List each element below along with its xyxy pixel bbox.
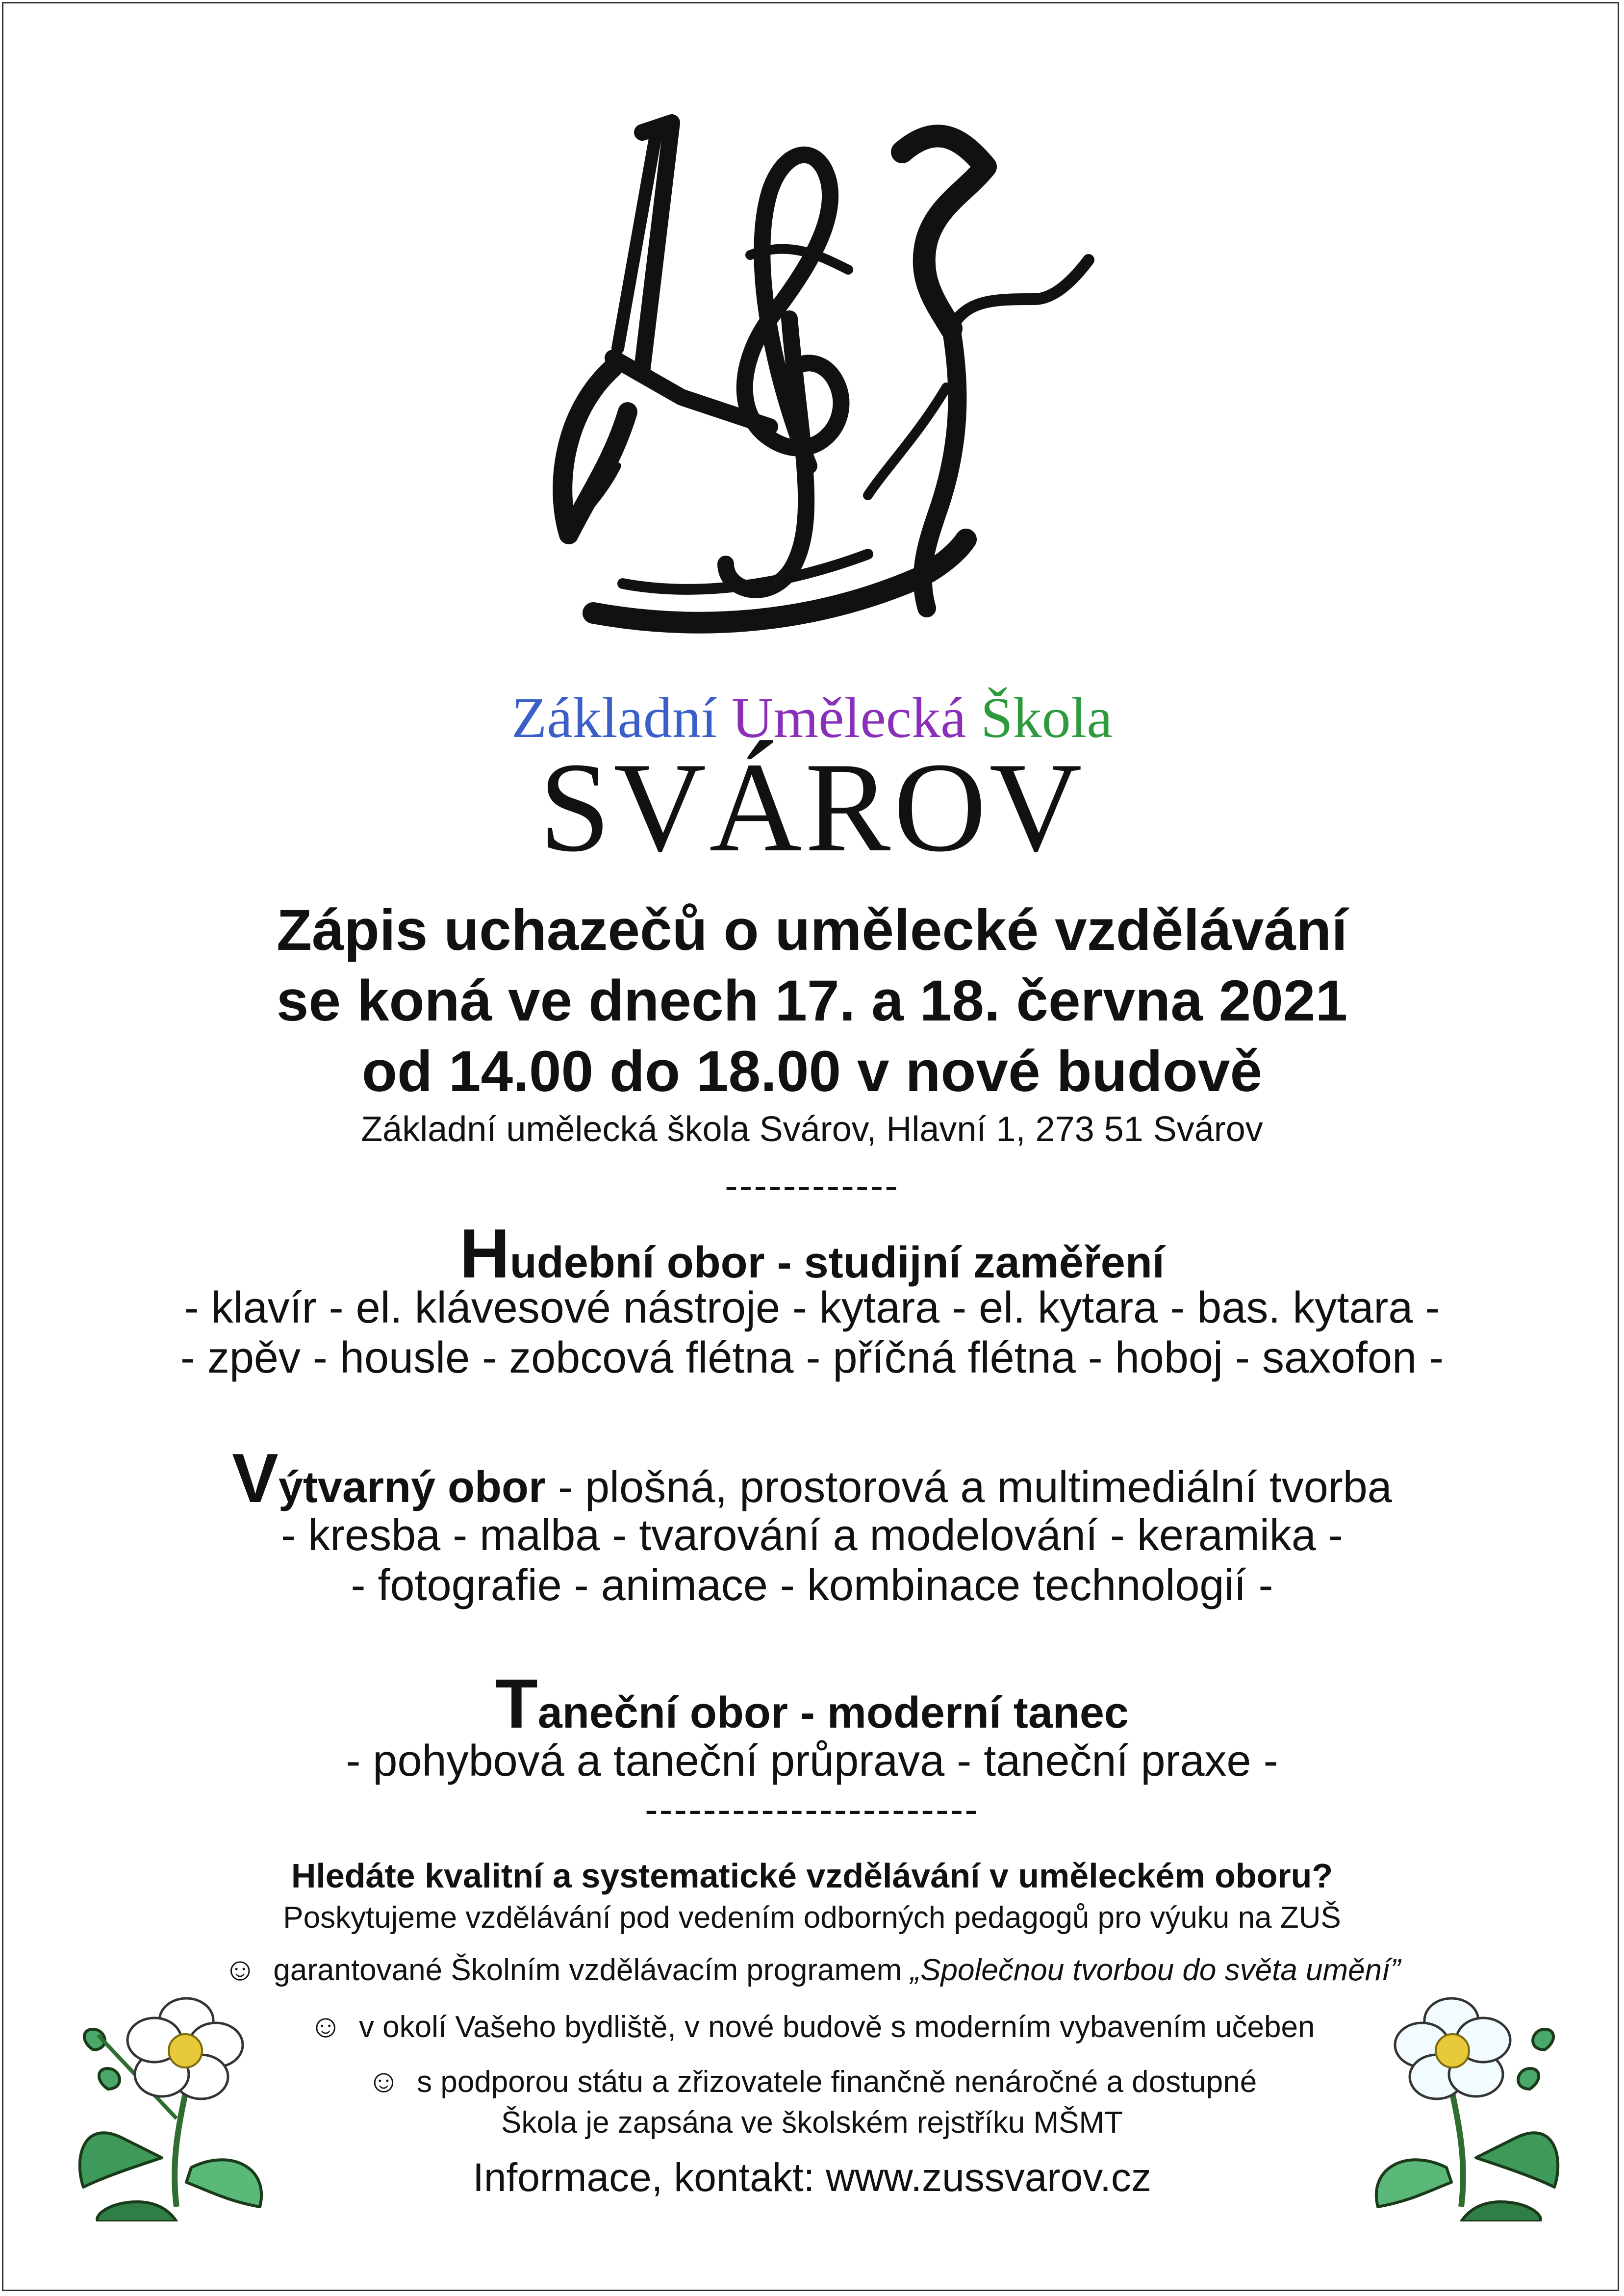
contact-info: Informace, kontakt: www.zussvarov.cz (473, 2155, 1151, 2200)
art-list-line-1: - kresba - malba - tvarování a modelování - keramika - (281, 1511, 1343, 1560)
music-list-line-2: - zpěv - housle - zobcová flétna - příčná flétna - hoboj - saxofon - (180, 1333, 1444, 1382)
art-list-line-2: - fotografie - animace - kombinace technologií - (351, 1561, 1273, 1610)
strawberry-flower-icon (1358, 1991, 1574, 2221)
music-initial: H (459, 1215, 510, 1293)
smiley-icon: ☺ (367, 2063, 401, 2099)
music-list-line-1: - klavír - el. klávesové nástroje - kytara - el. kytara - bas. kytara - (184, 1283, 1440, 1332)
art-initial: V (232, 1439, 279, 1517)
bullet-text: garantované Školním vzdělávacím programem (273, 1953, 911, 1987)
offer-text: Poskytujeme vzdělávání pod vedením odborných pedagogů pro výuku na ZUŠ (283, 1901, 1341, 1935)
question: Hledáte kvalitní a systematické vzdělávání v uměleckém oboru? (291, 1857, 1333, 1895)
registry-text: Škola je zapsána ve školském rejstříku MŠMT (501, 2106, 1123, 2140)
music-section-title (0, 1215, 1624, 1293)
dance-section-title (0, 1665, 1624, 1743)
dance-initial: T (495, 1665, 538, 1743)
school-name-word: Umělecká (732, 686, 966, 750)
music-title: udební obor - studijní zaměření (509, 1238, 1165, 1287)
dance-title: aneční obor - moderní tanec (537, 1688, 1129, 1737)
smiley-icon: ☺ (223, 1951, 257, 1987)
art-section-title (0, 1439, 1624, 1517)
smiley-icon: ☺ (309, 2008, 342, 2044)
divider-long: ----------------------- (645, 1787, 979, 1831)
program-name: „Společnou tvorbou do světa umění” (910, 1953, 1401, 1987)
dance-list-line-1: - pohybová a taneční průprava - taneční praxe - (346, 1736, 1278, 1786)
art-title: ýtvarný obor (278, 1463, 546, 1512)
divider-short: ------------ (725, 1164, 899, 1207)
art-title-rest: - plošná, prostorová a multimediální tvorba (546, 1463, 1392, 1512)
headline-line-2: se koná ve dnech 17. a 18. června 2021 (276, 969, 1348, 1033)
address: Základní umělecká škola Svárov, Hlavní 1, 273 51 Svárov (361, 1110, 1263, 1149)
school-name-word: Základní (511, 686, 717, 750)
strawberry-flower-icon (64, 1991, 279, 2221)
school-name-word: Škola (980, 686, 1113, 750)
headline-line-3: od 14.00 do 18.00 v nové budově (361, 1039, 1263, 1104)
bullet-text: s podporou státu a zřizovatele finančně nenáročné a dostupné (417, 2065, 1257, 2099)
bullet-text: v okolí Vašeho bydliště, v nové budově s moderním vybavením učeben (358, 2010, 1315, 2044)
music-art-dance-logo (495, 93, 1123, 657)
headline-line-1: Zápis uchazečů o umělecké vzdělávání (277, 898, 1347, 963)
bullet-item (0, 1953, 1624, 1986)
school-town: SVÁROV (539, 736, 1085, 878)
